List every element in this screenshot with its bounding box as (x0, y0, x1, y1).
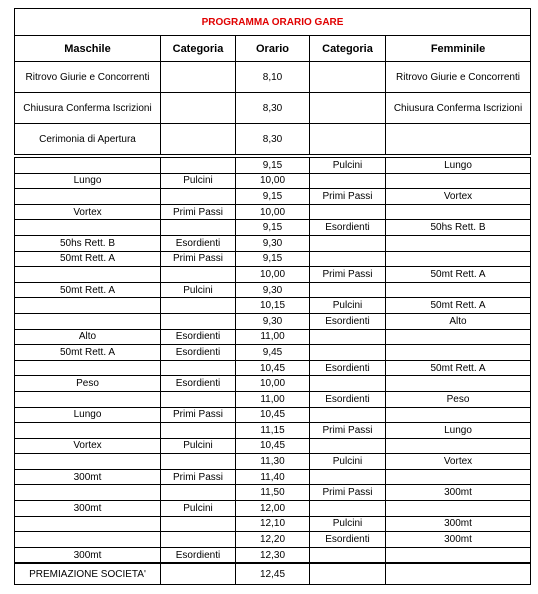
table-cell (310, 251, 386, 267)
table-cell (15, 158, 161, 174)
table-cell: Peso (15, 376, 161, 392)
table-cell (15, 423, 161, 439)
page-title: PROGRAMMA ORARIO GARE (15, 9, 531, 36)
table-row (15, 564, 531, 585)
table-row (15, 282, 531, 298)
table-cell: 11,40 (236, 469, 310, 485)
table-cell: 9,15 (236, 220, 310, 236)
table-cell (15, 532, 161, 548)
table-cell: 12,45 (236, 564, 310, 585)
table-cell (161, 516, 236, 532)
table-cell (386, 407, 531, 423)
table-cell: 50mt Rett. A (386, 360, 531, 376)
table-cell: 50mt Rett. A (15, 251, 161, 267)
table-cell: PREMIAZIONE SOCIETA' (15, 564, 161, 585)
table-row (15, 235, 531, 251)
table-cell: 300mt (15, 547, 161, 563)
table-cell: 10,00 (236, 173, 310, 189)
table-cell: Primi Passi (161, 469, 236, 485)
table-cell: Lungo (15, 173, 161, 189)
table-cell (15, 485, 161, 501)
table-cell (386, 235, 531, 251)
schedule-table (14, 8, 531, 155)
table-cell: Ritrovo Giurie e Concorrenti (386, 62, 531, 93)
table-cell: Esordienti (310, 360, 386, 376)
table-cell: Primi Passi (310, 189, 386, 205)
table-cell (161, 564, 236, 585)
table-cell (310, 235, 386, 251)
table-cell: Pulcini (161, 173, 236, 189)
table-cell: Esordienti (161, 329, 236, 345)
table-cell: 10,00 (236, 204, 310, 220)
table-cell (161, 360, 236, 376)
table-cell: 10,45 (236, 407, 310, 423)
table-cell: Pulcini (310, 158, 386, 174)
table-cell: Esordienti (161, 345, 236, 361)
table-cell: 50hs Rett. B (386, 220, 531, 236)
table-cell: Esordienti (310, 391, 386, 407)
table-row (15, 189, 531, 205)
table-cell: Primi Passi (161, 204, 236, 220)
table-cell: 50mt Rett. A (386, 298, 531, 314)
table-row (15, 62, 531, 93)
table-row (15, 438, 531, 454)
table-cell: Primi Passi (310, 267, 386, 283)
table-cell: Alto (386, 313, 531, 329)
table-cell: 9,15 (236, 251, 310, 267)
table-cell (310, 124, 386, 155)
table-row (15, 158, 531, 174)
table-cell: 11,00 (236, 329, 310, 345)
table-cell (15, 516, 161, 532)
table-cell (161, 532, 236, 548)
table-cell (386, 282, 531, 298)
column-header: Orario (236, 36, 310, 62)
table-cell: Vortex (386, 189, 531, 205)
table-cell (161, 391, 236, 407)
table-cell: Primi Passi (161, 407, 236, 423)
table-cell: 9,45 (236, 345, 310, 361)
table-cell: 50mt Rett. A (15, 282, 161, 298)
column-header: Categoria (310, 36, 386, 62)
table-cell (386, 564, 531, 585)
table-cell: 9,30 (236, 313, 310, 329)
table-row (15, 251, 531, 267)
table-cell (161, 267, 236, 283)
table-cell (161, 62, 236, 93)
table-cell: 9,15 (236, 158, 310, 174)
table-cell: Ritrovo Giurie e Concorrenti (15, 62, 161, 93)
table-cell: Primi Passi (161, 251, 236, 267)
awards-table (14, 563, 531, 585)
table-cell: Vortex (15, 204, 161, 220)
table-cell: 12,20 (236, 532, 310, 548)
table-cell (310, 204, 386, 220)
table-cell: Pulcini (310, 516, 386, 532)
table-cell (161, 298, 236, 314)
table-row (15, 173, 531, 189)
table-cell: Lungo (15, 407, 161, 423)
table-row (15, 360, 531, 376)
table-row (15, 407, 531, 423)
table-row (15, 423, 531, 439)
table-row (15, 516, 531, 532)
table-cell (310, 376, 386, 392)
table-cell: Pulcini (161, 501, 236, 517)
events-section (15, 158, 531, 563)
table-row (15, 313, 531, 329)
table-cell: Vortex (15, 438, 161, 454)
table-cell (386, 547, 531, 563)
table-cell: 300mt (386, 532, 531, 548)
table-row (15, 547, 531, 563)
table-cell: Esordienti (310, 220, 386, 236)
table-cell (386, 329, 531, 345)
table-cell: 8,30 (236, 124, 310, 155)
table-cell (161, 454, 236, 470)
table-row (15, 454, 531, 470)
column-header: Categoria (161, 36, 236, 62)
intro-section (15, 62, 531, 155)
table-cell: Esordienti (310, 532, 386, 548)
table-cell: 9,15 (236, 189, 310, 205)
table-cell: Esordienti (310, 313, 386, 329)
table-row (15, 391, 531, 407)
table-cell (310, 62, 386, 93)
table-cell: Pulcini (310, 454, 386, 470)
table-cell (15, 360, 161, 376)
table-cell: Esordienti (161, 547, 236, 563)
table-cell: 300mt (386, 485, 531, 501)
table-cell: Chiusura Conferma Iscrizioni (15, 93, 161, 124)
table-cell (386, 438, 531, 454)
table-cell (386, 173, 531, 189)
table-cell: 10,45 (236, 360, 310, 376)
table-row (15, 124, 531, 155)
table-cell (15, 189, 161, 205)
table-cell: 9,30 (236, 282, 310, 298)
table-cell: 10,15 (236, 298, 310, 314)
table-cell (161, 93, 236, 124)
table-cell (310, 345, 386, 361)
table-cell: 10,00 (236, 267, 310, 283)
table-cell: 11,15 (236, 423, 310, 439)
table-cell: Esordienti (161, 235, 236, 251)
table-cell (310, 407, 386, 423)
table-cell (386, 501, 531, 517)
table-cell (310, 564, 386, 585)
table-cell (15, 454, 161, 470)
table-row (15, 204, 531, 220)
table-cell: 10,45 (236, 438, 310, 454)
table-row (15, 298, 531, 314)
table-row (15, 267, 531, 283)
table-cell: Primi Passi (310, 423, 386, 439)
table-cell: 12,30 (236, 547, 310, 563)
table-cell: 50mt Rett. A (15, 345, 161, 361)
table-cell: Vortex (386, 454, 531, 470)
table-row (15, 345, 531, 361)
table-row (15, 501, 531, 517)
table-cell (161, 124, 236, 155)
table-cell (161, 485, 236, 501)
table-cell: 11,50 (236, 485, 310, 501)
header-row (15, 36, 531, 62)
table-cell: Lungo (386, 158, 531, 174)
table-cell: 8,30 (236, 93, 310, 124)
table-cell: Pulcini (310, 298, 386, 314)
table-cell: Cerimonia di Apertura (15, 124, 161, 155)
table-cell (386, 124, 531, 155)
table-cell: 12,10 (236, 516, 310, 532)
table-cell: 12,00 (236, 501, 310, 517)
table-cell (161, 220, 236, 236)
column-header: Maschile (15, 36, 161, 62)
table-cell (310, 501, 386, 517)
events-table (14, 157, 531, 563)
table-cell: 50mt Rett. A (386, 267, 531, 283)
table-cell: Pulcini (161, 282, 236, 298)
table-cell (386, 251, 531, 267)
table-cell (310, 93, 386, 124)
table-cell (310, 329, 386, 345)
table-cell: Lungo (386, 423, 531, 439)
table-cell: 300mt (15, 501, 161, 517)
table-row (15, 329, 531, 345)
table-cell (310, 282, 386, 298)
table-cell (15, 220, 161, 236)
table-cell (386, 376, 531, 392)
table-cell: Alto (15, 329, 161, 345)
table-cell: 300mt (15, 469, 161, 485)
table-cell (310, 438, 386, 454)
table-row (15, 532, 531, 548)
table-row (15, 93, 531, 124)
table-cell (161, 423, 236, 439)
table-cell (310, 547, 386, 563)
table-cell (310, 173, 386, 189)
table-cell: 50hs Rett. B (15, 235, 161, 251)
table-cell (386, 345, 531, 361)
table-cell: Chiusura Conferma Iscrizioni (386, 93, 531, 124)
table-cell (161, 189, 236, 205)
column-header: Femminile (386, 36, 531, 62)
table-cell: 11,00 (236, 391, 310, 407)
table-cell (161, 158, 236, 174)
table-cell (310, 469, 386, 485)
table-row (15, 485, 531, 501)
table-cell (386, 204, 531, 220)
table-row (15, 220, 531, 236)
table-cell (15, 313, 161, 329)
awards-section (15, 564, 531, 585)
table-cell: Esordienti (161, 376, 236, 392)
table-cell (15, 267, 161, 283)
table-row (15, 469, 531, 485)
table-cell: Peso (386, 391, 531, 407)
table-cell: 8,10 (236, 62, 310, 93)
table-cell (161, 313, 236, 329)
table-cell (15, 298, 161, 314)
table-cell: 300mt (386, 516, 531, 532)
table-cell (386, 469, 531, 485)
table-cell: 9,30 (236, 235, 310, 251)
table-cell (15, 391, 161, 407)
table-cell: 10,00 (236, 376, 310, 392)
table-cell: 11,30 (236, 454, 310, 470)
table-cell: Primi Passi (310, 485, 386, 501)
table-cell: Pulcini (161, 438, 236, 454)
table-row (15, 376, 531, 392)
